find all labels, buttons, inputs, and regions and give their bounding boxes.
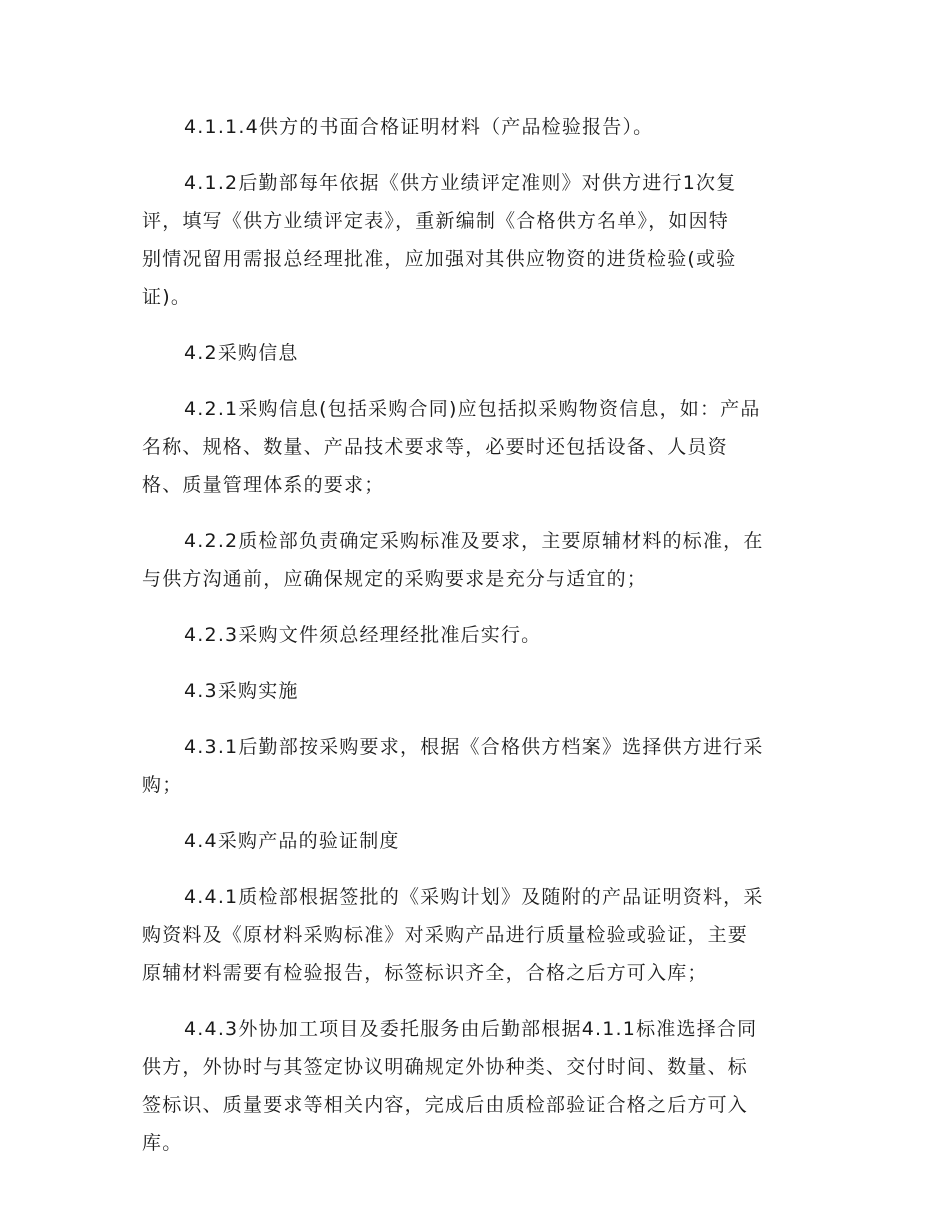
paragraph-line: 4.3采购实施 — [184, 680, 299, 702]
paragraph — [142, 390, 810, 504]
paragraph — [142, 616, 810, 654]
paragraph-line: 4.4.1质检部根据签批的《采购计划》及随附的产品证明资料，采 — [184, 886, 764, 908]
paragraph — [142, 1010, 810, 1162]
paragraph-line: 购资料及《原材料采购标准》对采购产品进行质量检验或验证，主要 — [142, 924, 749, 946]
paragraph — [142, 672, 810, 710]
paragraph — [142, 822, 810, 860]
paragraph-line: 库。 — [142, 1132, 183, 1154]
paragraph-line: 4.4.3外协加工项目及委托服务由后勤部根据4.1.1标准选择合同 — [184, 1018, 758, 1040]
paragraph-line: 4.1.1.4供方的书面合格证明材料（产品检验报告）。 — [184, 116, 654, 138]
paragraph — [142, 164, 810, 316]
paragraph-line: 4.4采购产品的验证制度 — [184, 830, 400, 852]
paragraph-line: 4.2.2质检部负责确定采购标准及要求，主要原辅材料的标准，在 — [184, 530, 764, 552]
paragraph-line: 签标识、质量要求等相关内容，完成后由质检部验证合格之后方可入 — [142, 1094, 749, 1116]
paragraph-line: 4.2.3采购文件须总经理经批准后实行。 — [184, 624, 542, 646]
document-body — [142, 108, 810, 1180]
paragraph-line: 供方，外协时与其签定协议明确规定外协种类、交付时间、数量、标 — [142, 1056, 749, 1078]
paragraph — [142, 728, 810, 804]
paragraph-line: 原辅材料需要有检验报告，标签标识齐全，合格之后方可入库； — [142, 962, 708, 984]
paragraph-line: 格、质量管理体系的要求； — [142, 474, 385, 496]
paragraph-line: 证)。 — [142, 286, 192, 308]
paragraph-line: 4.1.2后勤部每年依据《供方业绩评定准则》对供方进行1次复 — [184, 172, 737, 194]
paragraph-line: 购； — [142, 774, 183, 796]
paragraph-line: 4.2采购信息 — [184, 342, 299, 364]
paragraph-line: 别情况留用需报总经理批准，应加强对其供应物资的进货检验(或验 — [142, 248, 737, 270]
paragraph-line: 评，填写《供方业绩评定表》，重新编制《合格供方名单》，如因特 — [142, 210, 730, 232]
paragraph — [142, 878, 810, 992]
paragraph — [142, 108, 810, 146]
paragraph-line: 4.3.1后勤部按采购要求，根据《合格供方档案》选择供方进行采 — [184, 736, 764, 758]
paragraph-line: 名称、规格、数量、产品技术要求等，必要时还包括设备、人员资 — [142, 436, 728, 458]
paragraph — [142, 522, 810, 598]
paragraph-line: 与供方沟通前，应确保规定的采购要求是充分与适宜的； — [142, 568, 648, 590]
paragraph-line: 4.2.1采购信息(包括采购合同)应包括拟采购物资信息，如：产品 — [184, 398, 761, 420]
paragraph — [142, 334, 810, 372]
